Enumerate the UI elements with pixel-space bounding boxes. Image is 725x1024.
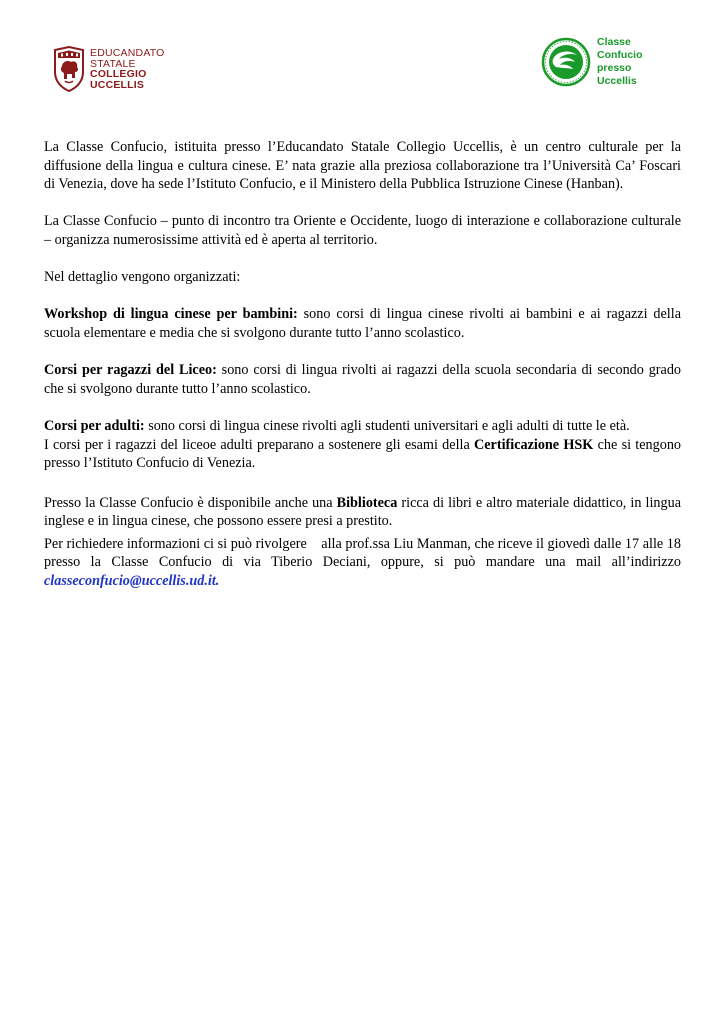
biblioteca-label: Biblioteca [336, 494, 398, 511]
classe-confucio-logo [541, 36, 643, 88]
biblioteca-post-text: ricca di libri e altro materiale didattico, in lingua inglese e in lingua cinese, che possono essere presi a prestito. [44, 494, 681, 530]
logo-line-confucio: Confucio [597, 49, 643, 61]
hsk-paragraph [44, 436, 681, 473]
workshop-paragraph [44, 305, 681, 342]
workshop-text: sono corsi di lingua cinese rivolti ai bambini e ai ragazzi della scuola elementare e media che si svolgono durante tutto l’anno scolastico. [44, 306, 681, 341]
liceo-paragraph [44, 361, 681, 398]
logo-line-uccellis: UCCELLIS [90, 78, 145, 91]
info-paragraph [44, 535, 685, 591]
workshop-title: Workshop di lingua cinese per bambini: [44, 306, 298, 323]
logo-line-classe: Classe [597, 36, 631, 48]
logo-line-collegio: COLLEGIO [90, 68, 147, 80]
hsk-certification: Certificazione HSK [474, 436, 594, 453]
details-intro: Nel dettaglio vengono organizzati: [44, 269, 241, 286]
adulti-text: sono corsi di lingua cinese rivolti agli studenti universitari e agli adulti di tutte le età. [144, 417, 630, 434]
educandato-logo [53, 46, 165, 92]
logo-line-presso: presso [597, 62, 632, 74]
biblioteca-paragraph [44, 494, 681, 531]
email-link[interactable]: classeconfucio@uccellis.ud.it [44, 573, 216, 590]
document-body [44, 138, 685, 591]
logo-line-educandato: EDUCANDATO [90, 47, 165, 59]
confucius-classroom-emblem-icon [541, 37, 591, 87]
lion-shield-icon [53, 46, 85, 92]
adulti-paragraph [44, 417, 681, 436]
info-text: Per richiedere informazioni ci si può rivolgere alla prof.ssa Liu Manman, che riceve il giovedì dalle 17 alle 18 presso la Classe Confucio di via Tiberio Deciani, oppure, si può mandare una mail all’indirizzo [44, 535, 685, 571]
liceo-text: sono corsi di lingua rivolti ai ragazzi della scuola secondaria di secondo grado che si svolgono durante tutto l’anno scolastico. [44, 362, 682, 397]
intro-paragraph: La Classe Confucio, istituita presso l’Educandato Statale Collegio Uccellis, è un centro culturale per la diffusione della lingua e cultura cinese. E’ nata grazie alla preziosa collaborazione tra l’Università Ca’ Foscari di Venezia, dove ha sede l’Istituto Confucio, e il Ministero della Pubblica Istruzione Cinese (Hanban). [44, 139, 681, 193]
adulti-title: Corsi per adulti: [44, 417, 145, 434]
hsk-post-text: che si tengono presso l’Istituto Confucio di Venezia. [44, 436, 682, 472]
mission-paragraph: La Classe Confucio – punto di incontro tra Oriente e Occidente, luogo di interazione e collaborazione culturale – organizza numerosissime attività ed è aperta al territorio. [44, 213, 681, 248]
liceo-title: Corsi per ragazzi del Liceo: [44, 362, 217, 379]
email-trailing-period: . [215, 573, 220, 590]
hsk-pre-text: I corsi per i ragazzi del liceoe adulti preparano a sostenere gli esami della [44, 436, 475, 453]
logo-line-uccellis-green: Uccellis [597, 75, 637, 87]
biblioteca-pre-text: Presso la Classe Confucio è disponibile anche una [44, 494, 337, 511]
logo-line-statale: STATALE [90, 57, 136, 70]
